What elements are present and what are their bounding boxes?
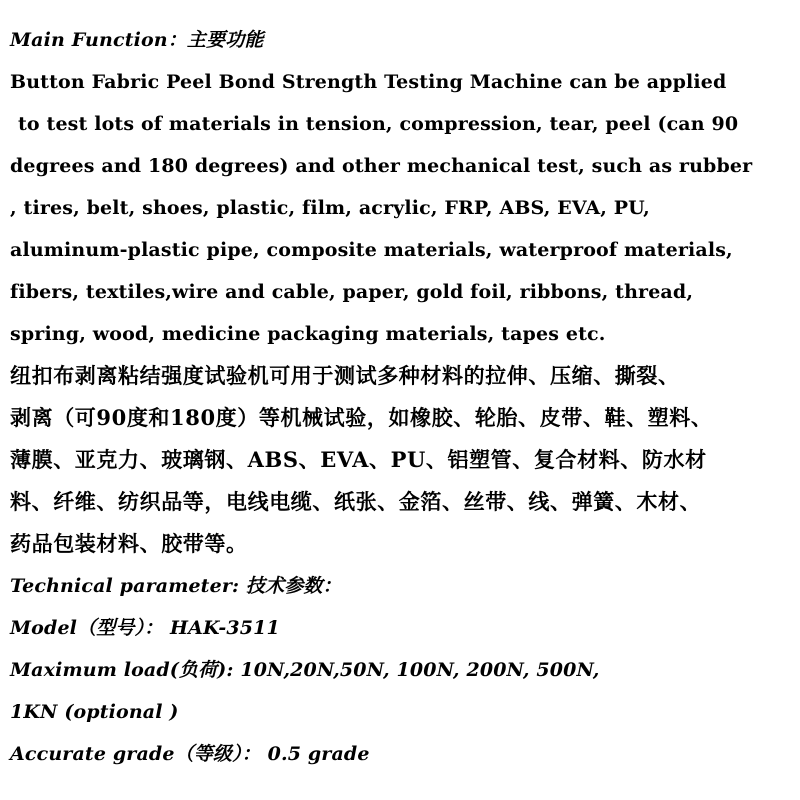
description-line-3: degrees and 180 degrees) and other mechanical test, such as rubber xyxy=(10,155,753,177)
main-function-heading: Main Function：主要功能 xyxy=(10,29,264,51)
description-line-2: to test lots of materials in tension, compression, tear, peel (can 90 xyxy=(18,113,739,135)
description-line-6: fibers, textiles,wire and cable, paper, gold foil, ribbons, thread, xyxy=(10,281,694,303)
chinese-description-line-4: 料、纤维、纺织品等，电线电缆、纸张、金箔、丝带、线、弹簧、木材、 xyxy=(10,489,702,514)
technical-parameter-heading: Technical parameter: 技术参数： xyxy=(10,575,342,597)
description-line-1: Button Fabric Peel Bond Strength Testing Machine can be applied xyxy=(10,71,727,93)
chinese-description-line-2: 剥离（可90度和180度）等机械试验，如橡胶、轮胎、皮带、鞋、塑料、 xyxy=(10,405,713,430)
description-line-7: spring, wood, medicine packaging materials, tapes etc. xyxy=(10,323,606,345)
max-load-spec: Maximum load(负荷): 10N,20N,50N, 100N, 200N, 500N, xyxy=(10,659,600,681)
max-load-spec-continued: 1KN (optional ) xyxy=(10,701,179,723)
description-line-5: aluminum-plastic pipe, composite materials, waterproof materials, xyxy=(10,239,733,261)
chinese-description-line-3: 薄膜、亚克力、玻璃钢、ABS、EVA、PU、铝塑管、复合材料、防水材 xyxy=(10,447,707,472)
chinese-description-line-5: 药品包装材料、胶带等。 xyxy=(10,531,248,556)
description-line-4: , tires, belt, shoes, plastic, film, acrylic, FRP, ABS, EVA, PU, xyxy=(10,197,650,219)
accurate-grade-spec: Accurate grade（等级）： 0.5 grade xyxy=(10,743,370,765)
chinese-description-line-1: 纽扣布剥离粘结强度试验机可用于测试多种材料的拉伸、压缩、撕裂、 xyxy=(10,363,680,388)
model-spec: Model（型号）： HAK-3511 xyxy=(10,617,280,639)
